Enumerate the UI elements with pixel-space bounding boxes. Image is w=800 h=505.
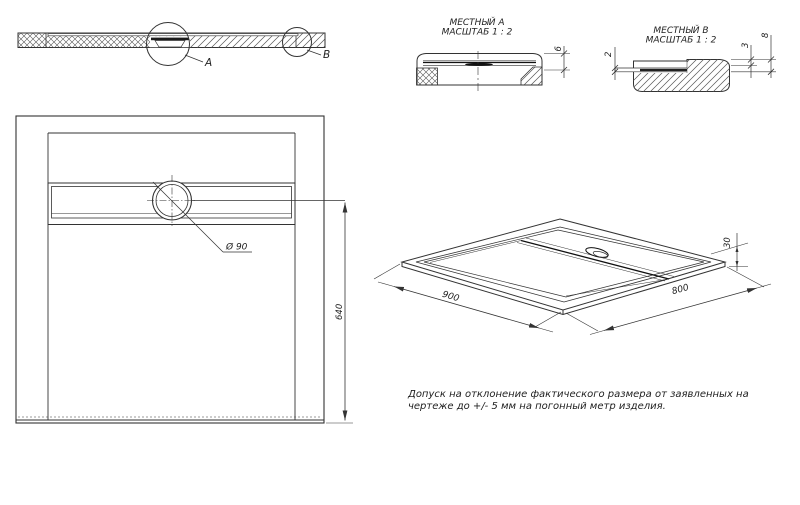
detail-b-dim-8-label: 8 [761,32,771,38]
section-view [18,23,330,70]
detail-a-left-hatch [417,68,438,85]
section-left-end-hatch [18,33,46,48]
detail-b-view [604,24,776,92]
iso-dim-30 [711,233,748,271]
plan-outer-edge [16,116,324,423]
detail-b-dim-2 [604,47,618,80]
detail-a-scale: МАСШТАБ 1 : 2 [441,27,513,38]
detail-b-dim-3-8 [731,32,776,78]
detail-b-dim-3-label: 3 [741,42,751,48]
tolerance-note-line1: Допуск на отклонение фактического размера от заявленных на [408,389,749,400]
iso-dim-30-label: 30 [723,237,733,248]
section-right-end-hatch [296,33,325,48]
section-label-a: A [205,57,213,69]
plan-view [16,116,353,423]
iso-dim-800-label: 800 [670,282,691,298]
leader-a [185,55,203,62]
plan-dim-640-label: 640 [335,303,345,320]
detail-b-dim-2-label: 2 [604,51,614,57]
detail-a-dim-6 [544,46,570,79]
leader-b [307,50,321,55]
iso-view [374,219,771,335]
tolerance-note-line2: чертеже до +/- 5 мм на погонный метр изделия. [408,401,666,412]
detail-b-title: МЕСТНЫЙ В [653,26,709,36]
tolerance-note [407,389,749,412]
detail-a-dim-6-label: 6 [554,46,564,52]
section-mid-hatch [46,36,158,48]
detail-a-view [417,16,571,93]
detail-b-scale: МАСШТАБ 1 : 2 [645,35,717,46]
section-drain-sump [150,36,190,47]
section-label-b: B [323,49,331,61]
detail-a-title: МЕСТНЫЙ А [449,18,505,28]
iso-dim-900-label: 900 [440,289,461,305]
detail-b-cover-plate [615,68,687,72]
section-cover-plate [48,33,298,36]
drain-dia-label: Ø 90 [226,242,248,253]
